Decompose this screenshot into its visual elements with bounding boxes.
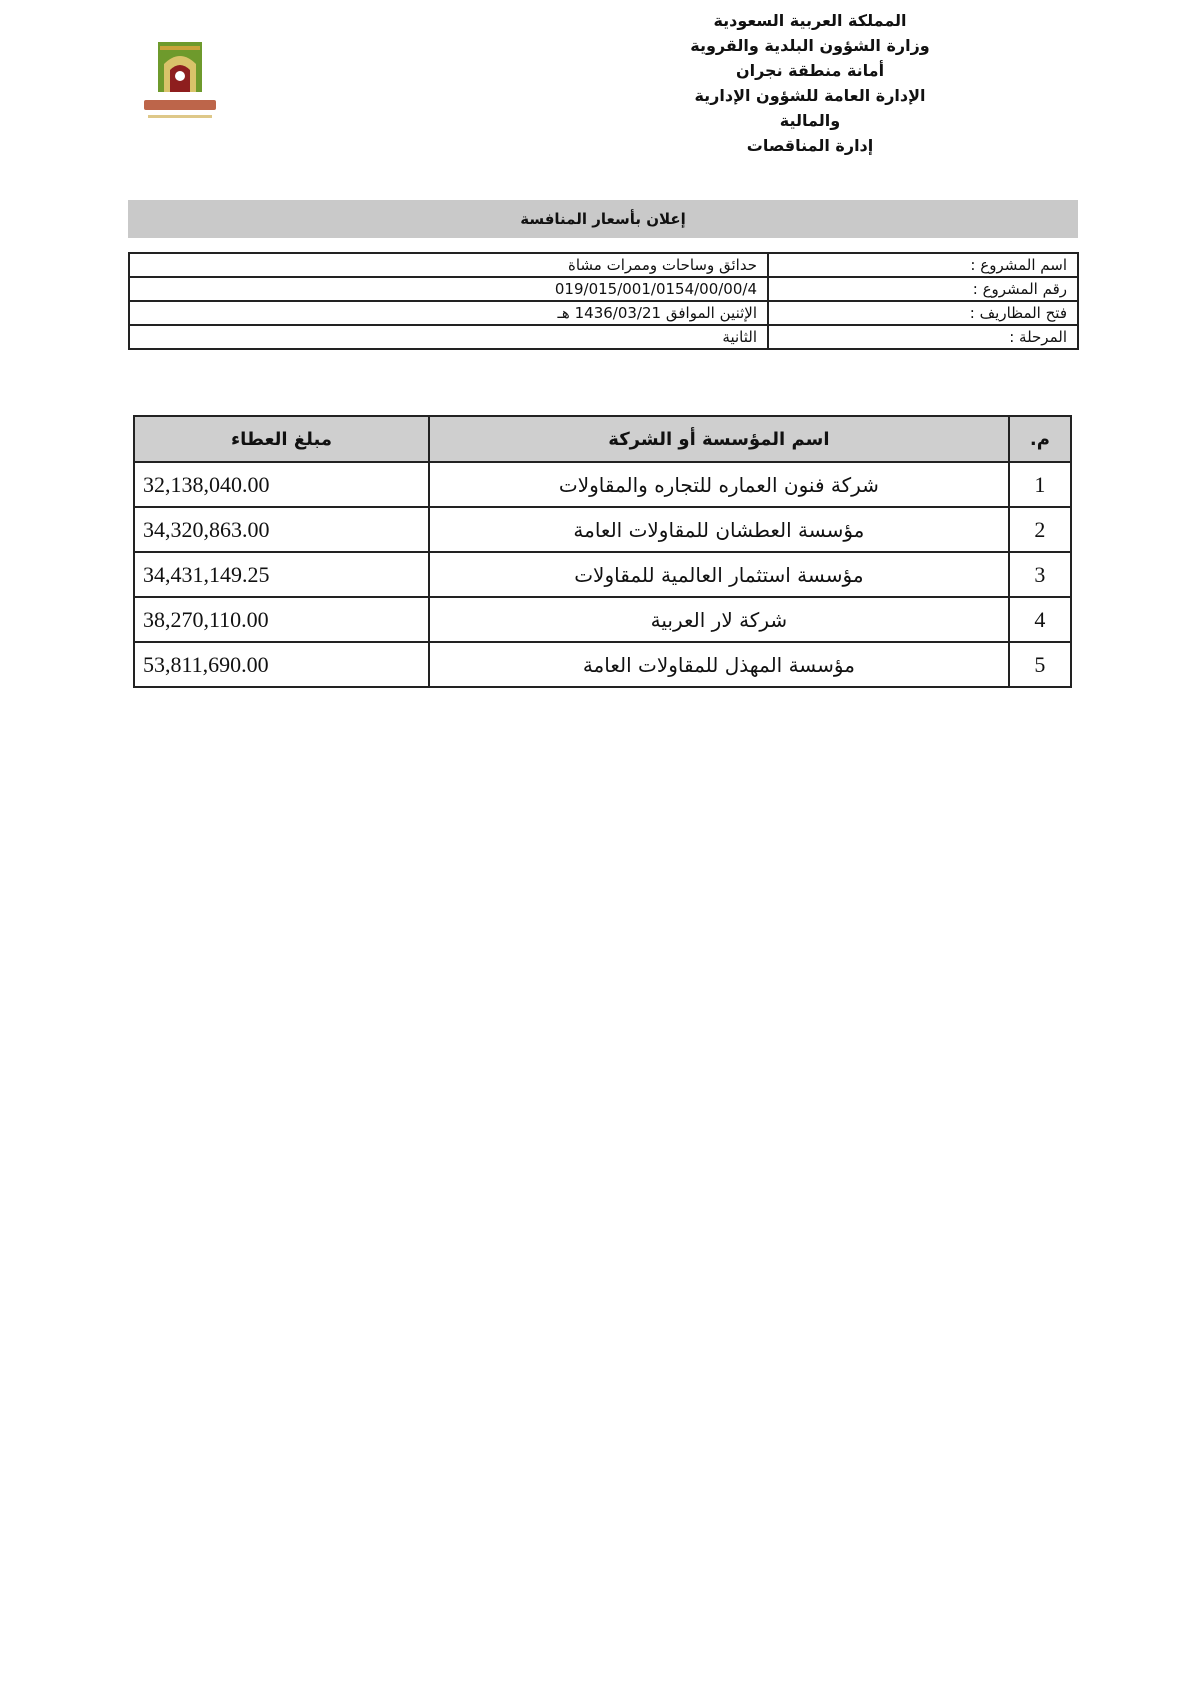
letterhead-line: والمالية: [779, 111, 841, 130]
bid-amount: 53,811,690.00: [134, 642, 429, 687]
project-number-label: رقم المشروع :: [768, 277, 1078, 301]
table-row: [134, 507, 1071, 552]
envelope-opening-value: الإثنين الموافق 1436/03/21 هـ: [129, 301, 768, 325]
project-number-value: 019/015/001/0154/00/00/4: [129, 277, 768, 301]
letterhead-line: إدارة المناقصات: [746, 136, 874, 155]
bid-amount: 38,270,110.00: [134, 597, 429, 642]
project-info-table: [128, 252, 1079, 350]
row-number: 1: [1009, 462, 1071, 507]
document-title: إعلان بأسعار المنافسة: [128, 200, 1078, 238]
table-row: [134, 642, 1071, 687]
table-row: [134, 552, 1071, 597]
project-info-row: [129, 301, 1078, 325]
row-number: 4: [1009, 597, 1071, 642]
column-header-number: م.: [1009, 416, 1071, 462]
row-number: 2: [1009, 507, 1071, 552]
row-number: 3: [1009, 552, 1071, 597]
bids-table: [133, 415, 1072, 688]
bid-amount: 34,431,149.25: [134, 552, 429, 597]
project-info-row: [129, 325, 1078, 349]
table-row: [134, 597, 1071, 642]
project-name-value: حدائق وساحات وممرات مشاة: [129, 253, 768, 277]
envelope-opening-label: فتح المظاريف :: [768, 301, 1078, 325]
row-number: 5: [1009, 642, 1071, 687]
company-name: مؤسسة العطشان للمقاولات العامة: [429, 507, 1009, 552]
company-name: شركة لار العربية: [429, 597, 1009, 642]
project-info-row: [129, 277, 1078, 301]
company-name: مؤسسة المهذل للمقاولات العامة: [429, 642, 1009, 687]
project-name-label: اسم المشروع :: [768, 253, 1078, 277]
column-header-amount: مبلغ العطاء: [134, 416, 429, 462]
column-header-company: اسم المؤسسة أو الشركة: [429, 416, 1009, 462]
najran-municipality-logo-icon: [140, 40, 220, 122]
table-row: [134, 462, 1071, 507]
stage-value: الثانية: [129, 325, 768, 349]
bids-table-header: [134, 416, 1071, 462]
company-name: مؤسسة استثمار العالمية للمقاولات: [429, 552, 1009, 597]
stage-label: المرحلة :: [768, 325, 1078, 349]
letterhead-line: المملكة العربية السعودية: [713, 11, 907, 30]
company-name: شركة فنون العماره للتجاره والمقاولات: [429, 462, 1009, 507]
letterhead-line: الإدارة العامة للشؤون الإدارية: [694, 86, 926, 105]
project-info-row: [129, 253, 1078, 277]
letterhead-line: وزارة الشؤون البلدية والقروية: [690, 36, 930, 55]
letterhead-line: أمانة منطقة نجران: [735, 61, 885, 80]
bid-amount: 34,320,863.00: [134, 507, 429, 552]
letterhead: [645, 8, 975, 158]
bid-amount: 32,138,040.00: [134, 462, 429, 507]
